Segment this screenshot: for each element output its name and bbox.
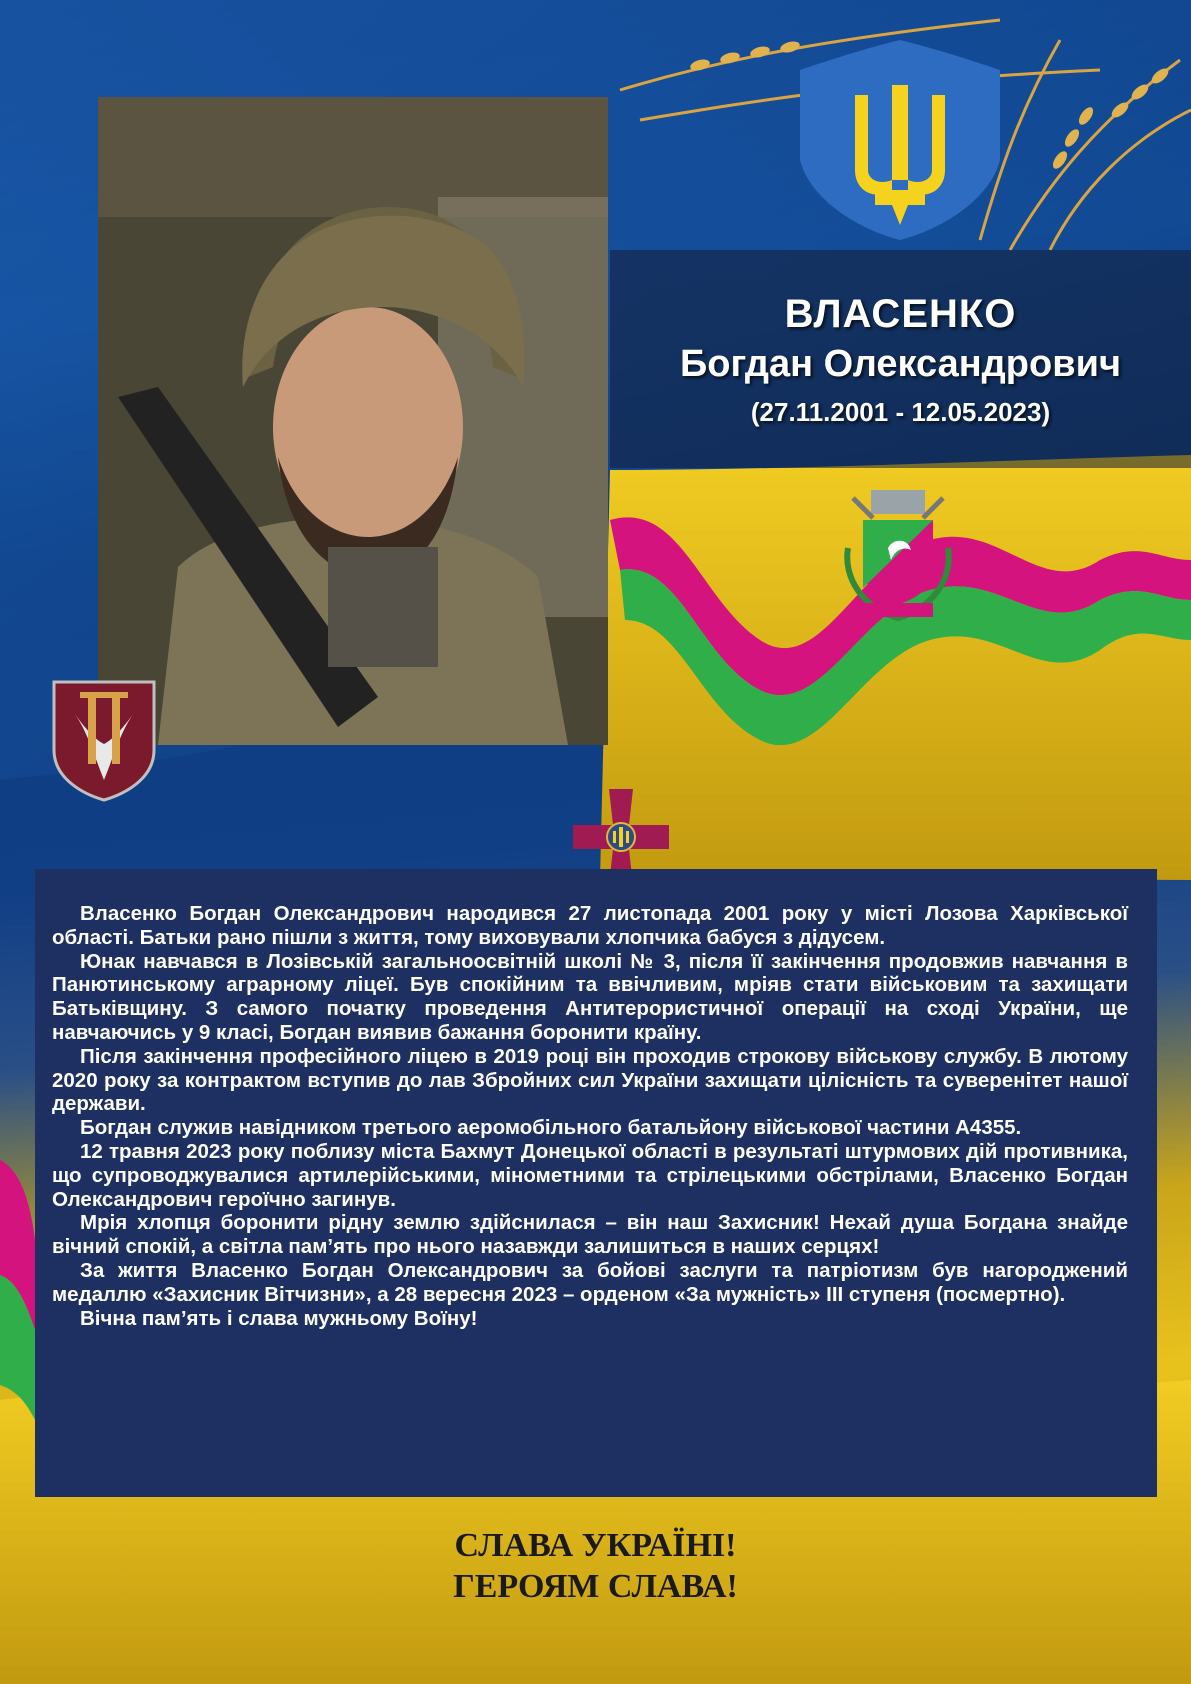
slogan-glory-to-ukraine: СЛАВА УКРАЇНІ!	[454, 1527, 737, 1564]
slogan-glory-to-heroes: ГЕРОЯМ СЛАВА!	[453, 1568, 738, 1605]
given-names: Богдан Олександрович	[679, 343, 1122, 385]
city-coat-of-arms-icon	[833, 488, 963, 623]
bio-paragraph: 12 травня 2023 року поблизу міста Бахмут Донецької області в результаті штурмових дій противника, що супроводжувалися артилерійськими, мінометними та стрілецькими обстрілами, Власенко Богдан Олександрович героїчно загинув.	[52, 1139, 1128, 1211]
trident-icon	[800, 40, 1000, 240]
bio-paragraph: Юнак навчався в Лозівській загальноосвітній школі № 3, після її закінчення продовжив навчання в Панютинському аграрному ліцеї. Був спокійним та ввічливим, мріяв стати військовим та захищати Батьківщину. З самого початку проведення Антитерористичної операції на сході України, ще навчаючись у 9 класі, Богдан виявив бажання боронити країну.	[52, 949, 1128, 1044]
bio-paragraph: Після закінчення професійного ліцею в 2019 році він проходив строкову військову службу. В лютому 2020 року за контрактом вступив до лав Збройних сил України захищати цілісність та суверенітет нашої держави.	[52, 1044, 1128, 1116]
life-dates: (27.11.2001 - 12.05.2023)	[750, 397, 1051, 427]
unit-insignia-icon	[52, 680, 156, 802]
bio-paragraph: За життя Власенко Богдан Олександрович за бойові заслуги та патріотизм був нагороджений медаллю «Захисник Вітчизни», а 28 вересня 2023 – орденом «За мужність» ІІІ ступеня (посмертно).	[52, 1258, 1128, 1306]
bio-paragraph: Вічна пам’ять і слава мужньому Воїну!	[80, 1306, 478, 1330]
bio-paragraph: Богдан служив навідником третього аеромобільного батальйону військової частини А4355.	[80, 1116, 1022, 1140]
soldier-photo	[98, 97, 608, 745]
biography-text	[52, 902, 1128, 1330]
bio-paragraph: Власенко Богдан Олександрович народився 27 листопада 2001 року у місті Лозова Харківської області. Батьки рано пішли з життя, тому виховували хлопчика бабуся з дідусем.	[52, 902, 1128, 949]
bio-paragraph: Мрія хлопця боронити рідну землю здійснилася – він наш Захисник! Нехай душа Богдана знайде вічний спокій, а світла пам’ять про нього назавжди залишиться в наших серцях!	[52, 1211, 1128, 1259]
surname: ВЛАСЕНКО	[784, 292, 1017, 336]
